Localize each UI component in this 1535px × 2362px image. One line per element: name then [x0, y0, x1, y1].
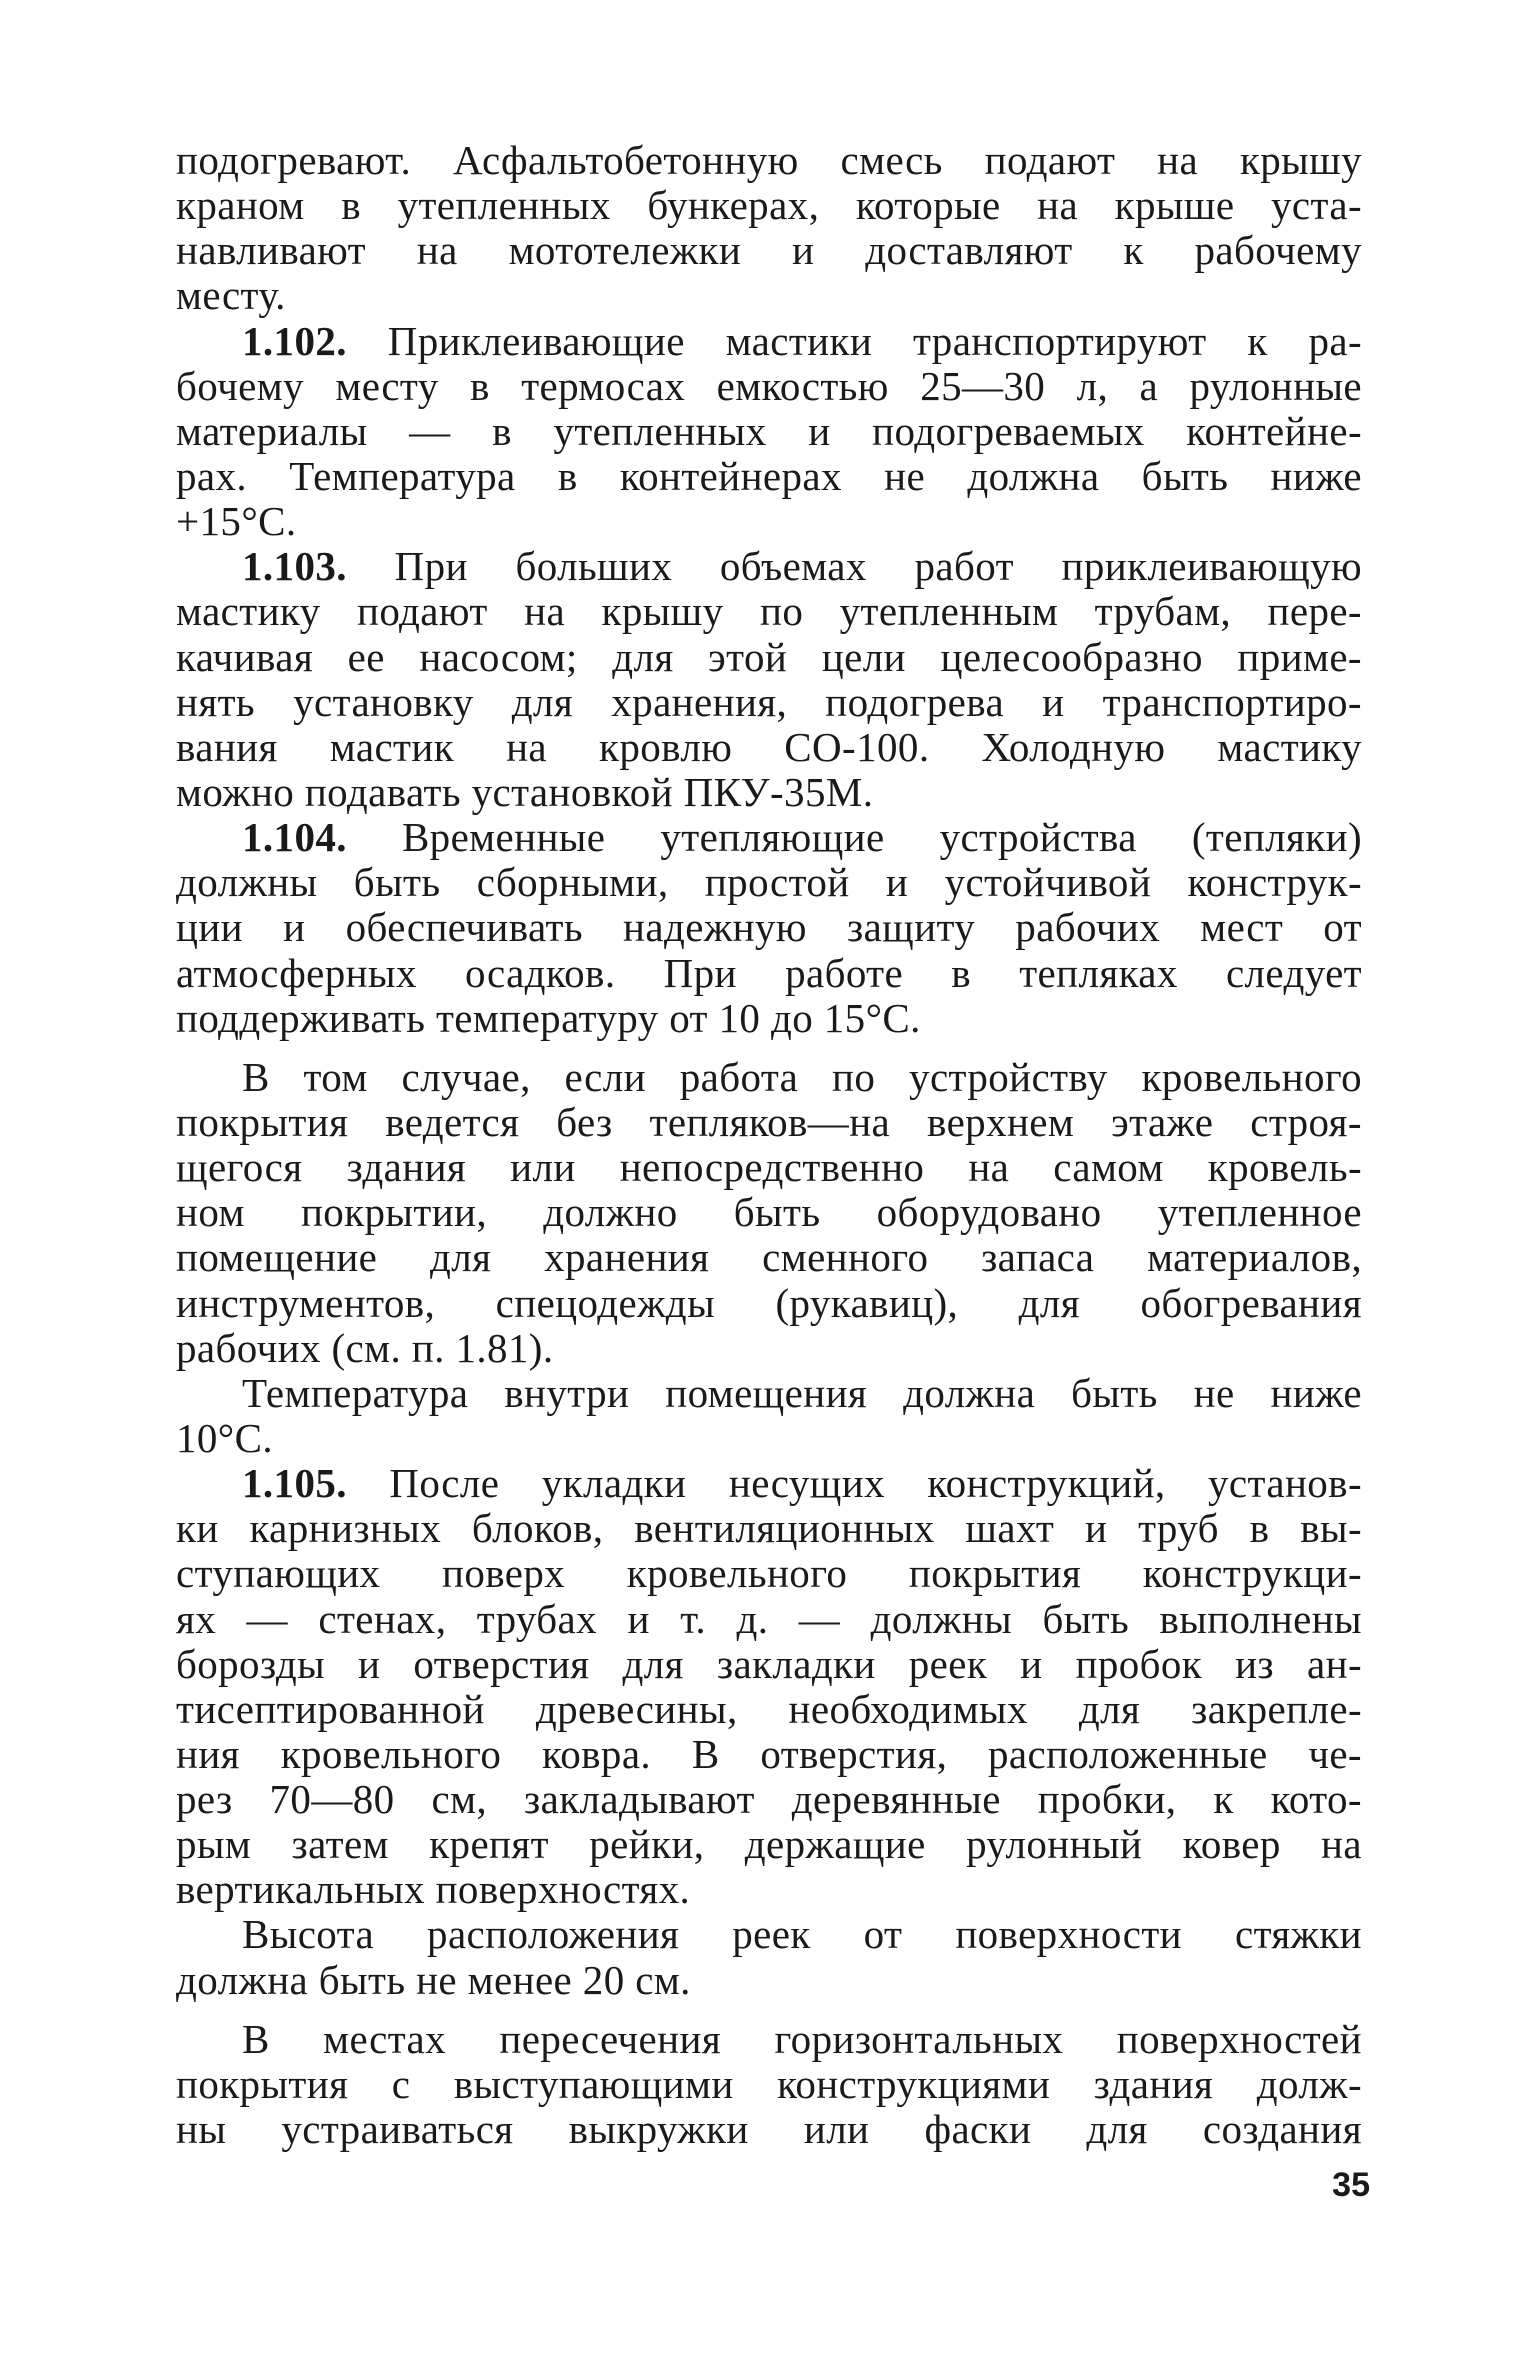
text-line: материалы — в утепленных и подогреваемых контейне- [176, 407, 1362, 454]
paragraph-1-103 [176, 544, 1362, 815]
text-line: Температура внутри помещения должна быть не ниже [242, 1369, 1362, 1416]
text-line: поддерживать температуру от 10 до 15°С. [176, 994, 921, 1041]
text-line: навливают на мототележки и доставляют к рабочему [176, 227, 1362, 274]
text-line: рабочих (см. п. 1.81). [176, 1324, 554, 1371]
text-line: рах. Температура в контейнерах не должна быть ниже [176, 452, 1362, 499]
text-line [176, 1461, 1362, 1506]
text-line [176, 544, 1362, 589]
text-line: ступающих поверх кровельного покрытия конструкци- [176, 1550, 1362, 1597]
text-line: Высота расположения реек от поверхности стяжки [242, 1911, 1362, 1958]
text-line: В том случае, если работа по устройству кровельного [242, 1053, 1362, 1100]
text-line: ции и обеспечивать надежную защиту рабочих мест от [176, 904, 1362, 951]
paragraph-number: 1.103. [242, 543, 347, 590]
text-line: подогревают. Асфальтобетонную смесь подают на крышу [176, 137, 1362, 183]
page-number: 35 [1332, 2166, 1370, 2204]
text-line: месту. [176, 272, 286, 319]
text-line-content: При больших объемах работ приклеивающую [346, 543, 1362, 590]
paragraph [176, 1371, 1362, 1461]
text-line: ях — стенах, трубах и т. д. — должны быть выполнены [176, 1595, 1362, 1642]
text-line: вертикальных поверхностях. [176, 1866, 691, 1913]
text-line [176, 815, 1362, 860]
paragraph [176, 1912, 1362, 2002]
text-line: ния кровельного ковра. В отверстия, расположенные че- [176, 1730, 1362, 1777]
paragraph-number: 1.102. [242, 317, 347, 364]
text-line: нять установку для хранения, подогрева и транспортиро- [176, 678, 1362, 725]
text-line: должна быть не менее 20 см. [176, 1956, 691, 2003]
text-line: мастику подают на крышу по утепленным трубам, пере- [176, 588, 1362, 635]
text-line: инструментов, спецодежды (рукавиц), для обогревания [176, 1279, 1362, 1326]
text-line: атмосферных осадков. При работе в тепляках следует [176, 949, 1362, 996]
paragraph-number: 1.105. [242, 1460, 347, 1507]
text-line: краном в утепленных бункерах, которые на крыше уста- [176, 182, 1362, 229]
paragraph [176, 1055, 1362, 1371]
text-line-content: Приклеивающие мастики транспортируют к ра- [346, 317, 1362, 364]
paragraph [176, 2017, 1362, 2152]
text-line: рез 70—80 см, закладывают деревянные пробки, к кото- [176, 1776, 1362, 1823]
paragraph-number: 1.104. [242, 814, 347, 861]
paragraph [176, 138, 1362, 319]
text-line: В местах пересечения горизонтальных поверхностей [242, 2015, 1362, 2062]
paragraph-spacer [176, 2003, 1362, 2017]
text-line: щегося здания или непосредственно на самом кровель- [176, 1144, 1362, 1191]
text-line: можно подавать установкой ПКУ-35М. [176, 768, 874, 815]
text-line: бочему месту в термосах емкостью 25—30 л, а рулонные [176, 362, 1362, 409]
text-line: ки карнизных блоков, вентиляционных шахт и труб в вы- [176, 1505, 1362, 1552]
paragraph-1-104 [176, 815, 1362, 1041]
text-line: ны устраиваться выкружки или фаски для создания [176, 2106, 1362, 2153]
text-line: помещение для хранения сменного запаса материалов, [176, 1234, 1362, 1281]
text-line: 10°С. [176, 1414, 273, 1461]
text-line: рым затем крепят рейки, держащие рулонный ковер на [176, 1821, 1362, 1868]
text-line: борозды и отверстия для закладки реек и пробок из ан- [176, 1640, 1362, 1687]
text-line: качивая ее насосом; для этой цели целесообразно приме- [176, 633, 1362, 680]
text-line: покрытия ведется без тепляков—на верхнем этаже строя- [176, 1098, 1362, 1145]
text-line-content: После укладки несущих конструкций, установ- [346, 1460, 1362, 1507]
text-line: +15°С. [176, 498, 297, 545]
body-text [176, 138, 1362, 2152]
text-line: тисептированной древесины, необходимых для закрепле- [176, 1685, 1362, 1732]
text-line: должны быть сборными, простой и устойчивой конструк- [176, 859, 1362, 906]
paragraph-1-102 [176, 319, 1362, 545]
text-line: ном покрытии, должно быть оборудовано утепленное [176, 1189, 1362, 1236]
text-line: вания мастик на кровлю СО-100. Холодную мастику [176, 723, 1362, 770]
paragraph-spacer [176, 1041, 1362, 1055]
paragraph-1-105 [176, 1461, 1362, 1912]
text-line [176, 319, 1362, 364]
text-line-content: Временные утепляющие устройства (тепляки) [346, 814, 1362, 861]
text-line: покрытия с выступающими конструкциями здания долж- [176, 2060, 1362, 2107]
